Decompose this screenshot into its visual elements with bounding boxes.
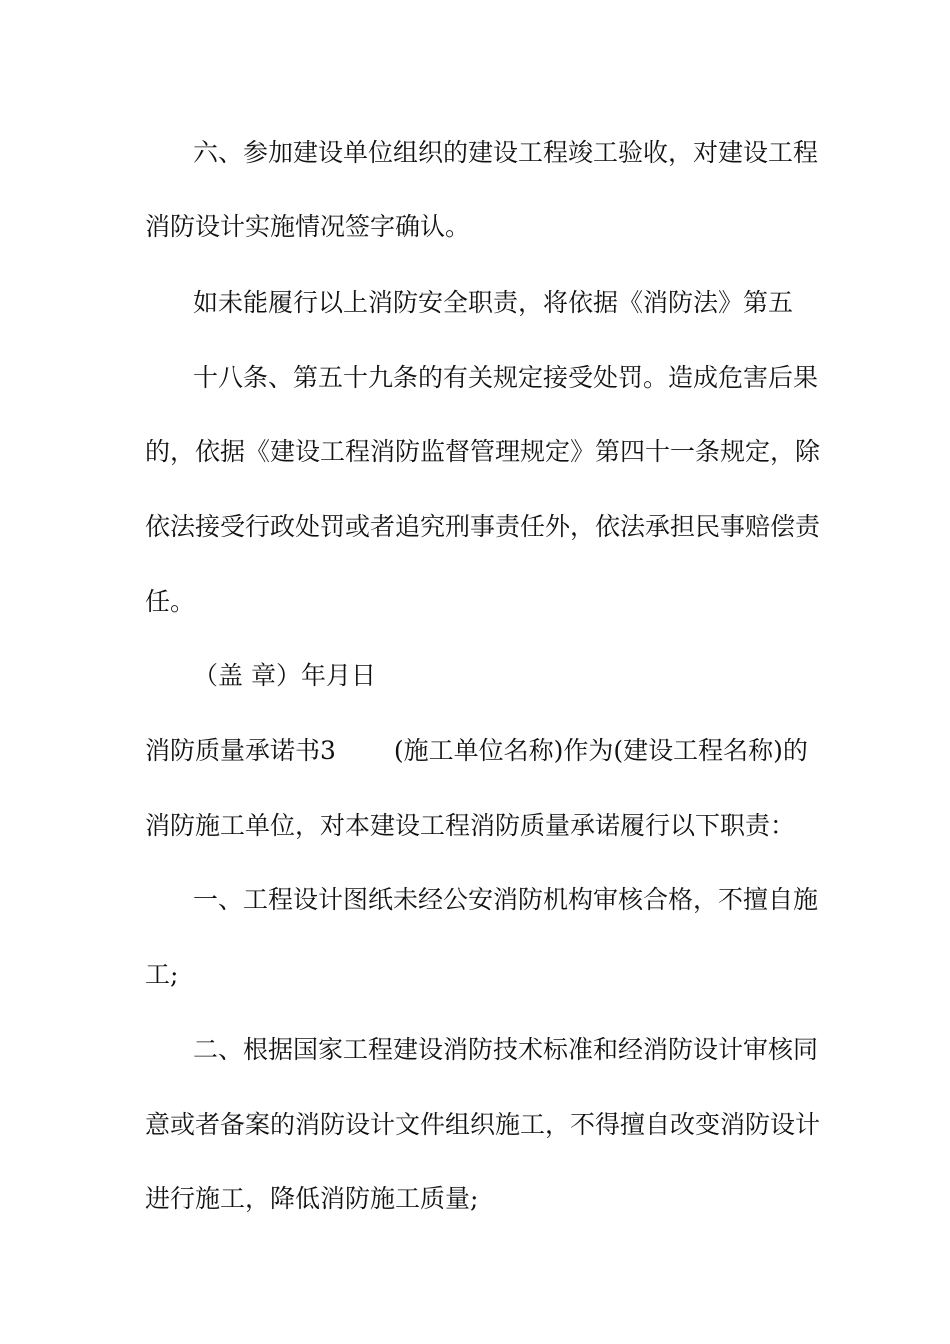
paragraph-line: 一、工程设计图纸未经公安消防机构审核合格，不擅自施: [193, 885, 819, 914]
seal-date-line: （盖 章）年月日: [193, 661, 376, 690]
paragraph-line: 意或者备案的消防设计文件组织施工，不得擅自改变消防设计: [145, 1110, 821, 1139]
paragraph-line: 进行施工，降低消防施工质量;: [145, 1184, 479, 1213]
paragraph-line: 的，依据《建设工程消防监督管理规定》第四十一条规定，除: [145, 437, 821, 466]
heading-line: [0, 731, 950, 771]
paragraph-line: 十八条、第五十九条的有关规定接受处罚。造成危害后果: [193, 363, 819, 392]
paragraph-line: 工;: [145, 960, 179, 989]
paragraph-line: 如未能履行以上消防安全职责，将依据《消防法》第五: [193, 288, 794, 317]
document-title: 消防质量承诺书3: [145, 736, 336, 765]
paragraph-line: 依法接受行政处罚或者追究刑事责任外，依法承担民事赔偿责: [145, 512, 821, 541]
heading-continuation: (施工单位名称)作为(建设工程名称)的: [393, 736, 808, 765]
paragraph-line: 六、参加建设单位组织的建设工程竣工验收，对建设工程: [193, 138, 819, 167]
paragraph-line: 消防施工单位，对本建设工程消防质量承诺履行以下职责：: [145, 811, 796, 840]
paragraph-line: 二、根据国家工程建设消防技术标准和经消防设计审核同: [193, 1035, 819, 1064]
paragraph-line: 任。: [145, 587, 196, 616]
paragraph-line: 消防设计实施情况签字确认。: [145, 212, 471, 241]
